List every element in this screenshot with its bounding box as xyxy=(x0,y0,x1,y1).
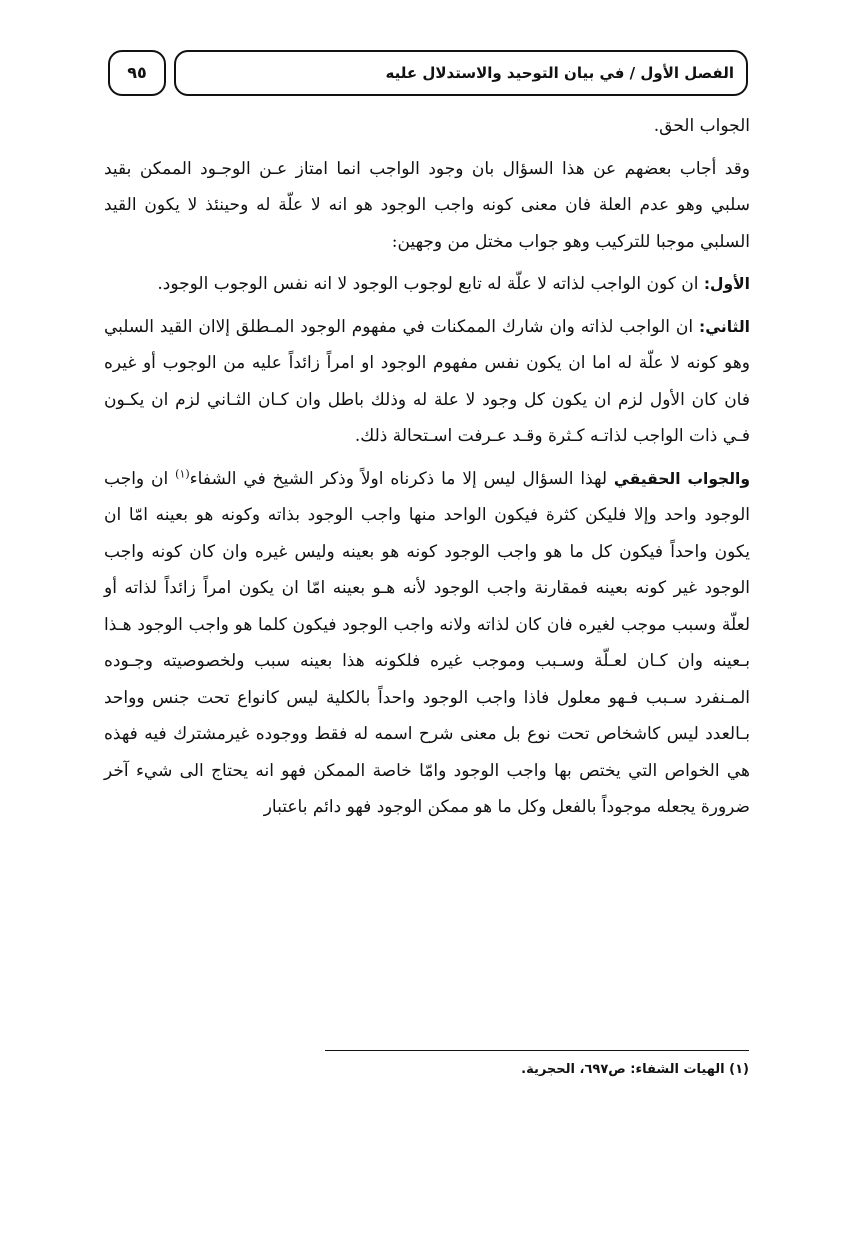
paragraph-text: وقد أجاب بعضهم عن هذا السؤال بان وجود الواجب انما امتاز عـن الوجـود الممكن بقيد سلبي وهو عدم العلة فان معنى كونه واجب الوجود هو انه لا علّة له وحينئذ لا يكون القيد السلبي موجبا للتركيب وهو جواب مختل من وجهين: xyxy=(104,158,750,252)
chapter-title-box xyxy=(174,50,748,96)
paragraph-text: لهذا السؤال ليس إلا ما ذكرناه اولاً وذكر الشيخ في الشفاء xyxy=(189,468,614,489)
paragraph-text: الجواب الحق. xyxy=(653,116,750,136)
footnote-marker: (١) xyxy=(175,466,190,480)
paragraph-lead: الأول: xyxy=(703,275,750,293)
paragraph-text: ان الواجب لذاته وان شارك الممكنات في مفهوم الوجود المـطلق إلاان القيد السلبي وهو كونه لا علّة له اما ان يكون نفس مفهوم الوجود او امراً زائداً عليه من الوجوب أو غيره فان كان الأول لزم ان يكون كل وجود لا علة له وذلك باطل وان كـان الثـاني لزم ان يكـون فـي ذات الواجب لذاتـه كـثرة وقـد عـرفت اسـتحالة ذلك. xyxy=(104,316,750,446)
page-number-box xyxy=(108,50,166,96)
chapter-title: الفصل الأول / في بيان التوحيد والاستدلال عليه xyxy=(385,64,734,82)
main-text xyxy=(104,108,750,826)
paragraph xyxy=(104,266,750,303)
footnote-text: (١) الهيات الشفاء: ص٦٩٧، الحجرية. xyxy=(521,1062,749,1077)
footnote-divider xyxy=(325,1050,749,1051)
paragraph-lead: والجواب الحقيقي xyxy=(613,469,750,488)
paragraph xyxy=(104,309,750,455)
paragraph-text: ان كون الواجب لذاته لا علّة له تابع لوجوب الوجود لا انه نفس الوجوب الوجود. xyxy=(157,274,704,294)
footnote xyxy=(109,1062,749,1077)
paragraph xyxy=(104,151,750,261)
running-header xyxy=(108,50,748,98)
paragraph xyxy=(104,108,750,145)
paragraph xyxy=(104,461,750,826)
paragraph-lead: الثاني: xyxy=(699,317,750,336)
paragraph-text: ان واجب الوجود واحد وإلا فليكن كثرة فيكون الواحد منها واجب الوجود بذاته وكونه هو بعينه امّا ان يكون واحداً فيكون كل ما هو واجب الوجود كونه هو بعينه وليس غيره وان كان كونه واجب الوجود غير كونه بعينه فمقارنة واجب الوجود لأنه هـو بعينه امّا ان يكون امراً زائداً لذاته أو لعلّة وسبب موجب لغيره فان كان لذاته ولانه واجب الوجود فيكون كلما هو واجب الوجود هـذا بـعينه وان كـان لعـلّة وسـبب وموجب غيره فلكونه هذا بعينه سبب ولخصوصيته وجـوده المـنفرد سـبب فـهو معلول فاذا واجب الوجود واحداً بالكلية ليس كانواع تحت جنس وواحد بـالعدد ليس كاشخاص تحت نوع بل معنى شرح اسمه له فقط ووجوده غيرمشترك فيه فهذه هي الخواص التي يختص بها واجب الوجود وامّا خاصة الممكن فهو انه يحتاج الى شيء آخر ضرورة يجعله موجوداً بالفعل وكل ما هو ممكن الوجود فهو دائم باعتبار xyxy=(104,468,750,817)
page-number: ٩٥ xyxy=(127,63,147,82)
